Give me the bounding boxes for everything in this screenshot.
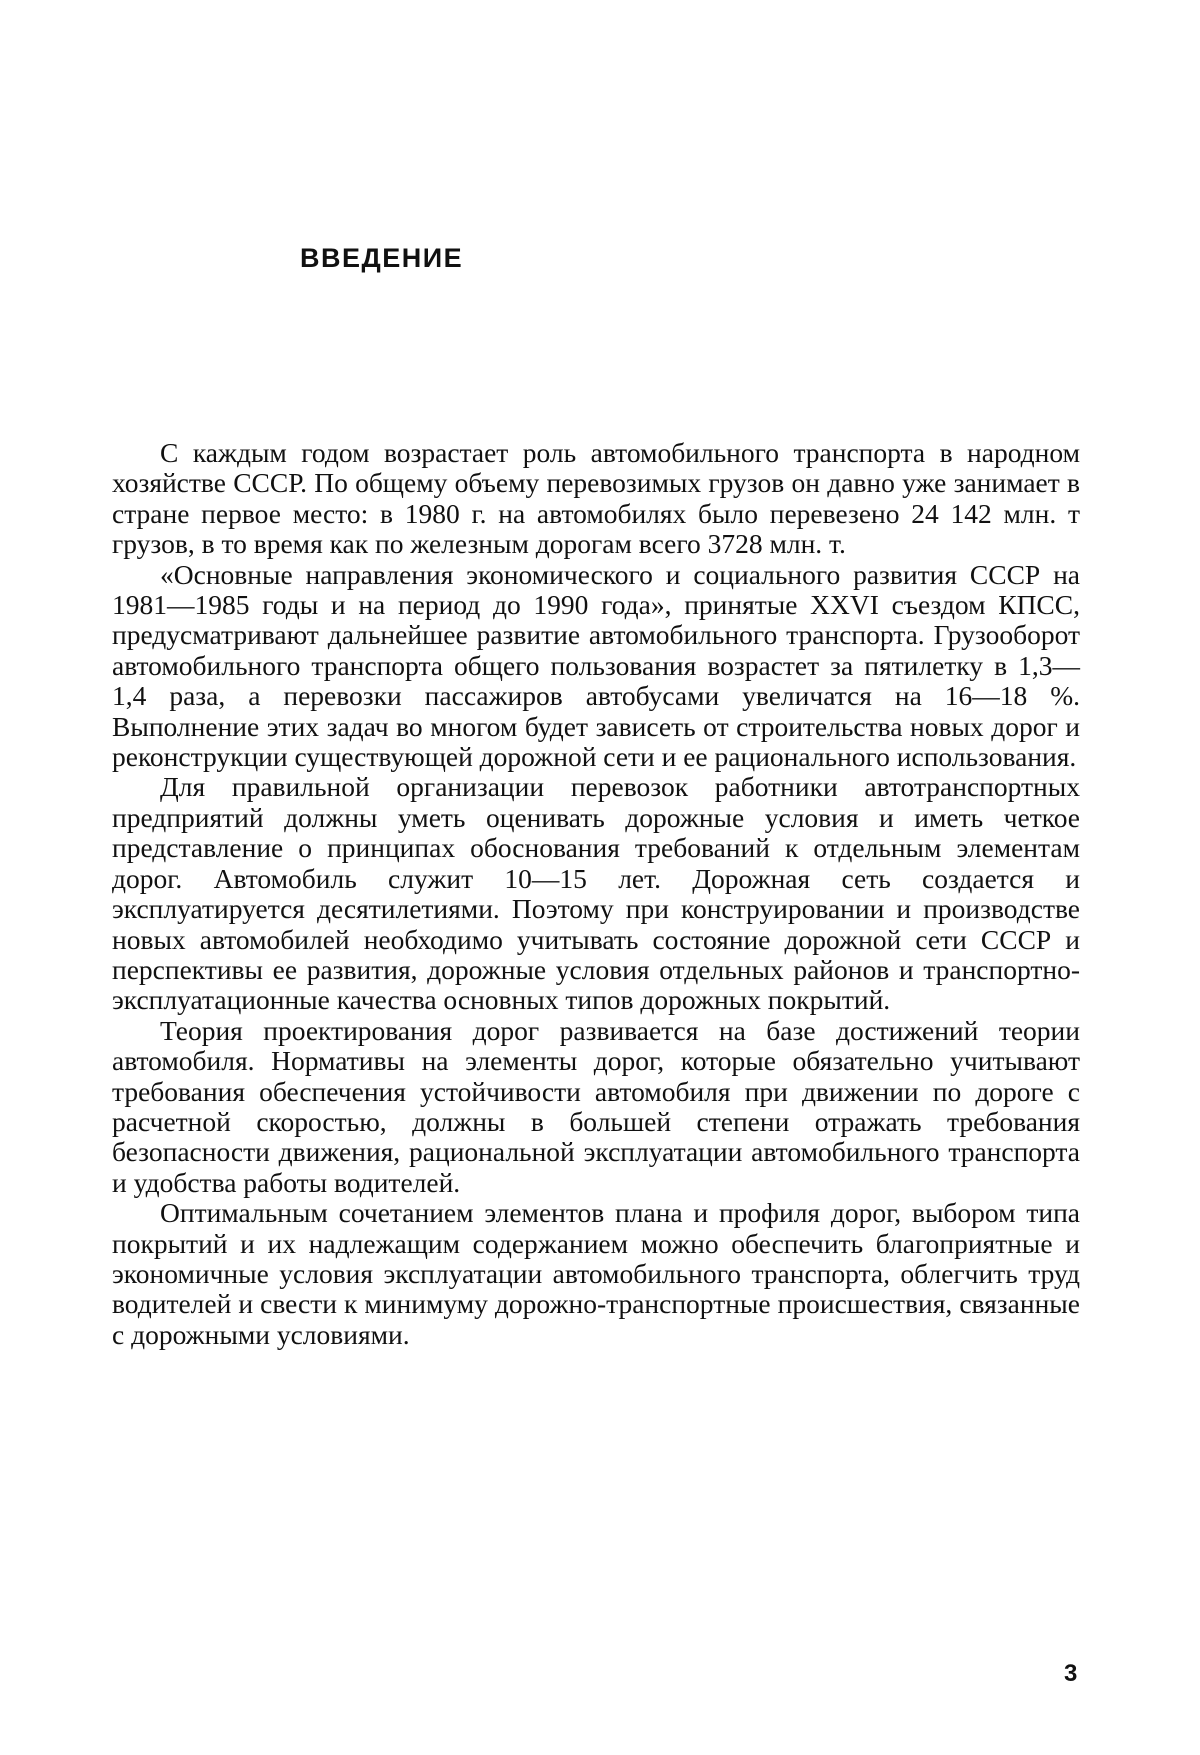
paragraph-5: Оптимальным сочетанием элементов плана и профиля дорог, выбором типа покрытий и их надлежащим содержанием можно обеспечить благоприятные и экономичные условия эксплуатации автомобильного транспорта, облегчить труд водителей и свести к минимуму дорожно-транспортные происшествия, связанные с дорожными условиями. bbox=[112, 1197, 1080, 1350]
chapter-heading: ВВЕДЕНИЕ bbox=[300, 243, 464, 273]
paragraph-4: Теория проектирования дорог развивается на базе достижений теории автомобиля. Нормативы на элементы дорог, которые обязательно учитывают требования обеспечения устойчивости автомобиля при движении по дороге с расчетной скоростью, должны в большей степени отражать требования безопасности движения, рациональной эксплуатации автомобильного транспорта и удобства работы водителей. bbox=[112, 1014, 1080, 1198]
paragraph-2: «Основные направления экономического и социального развития СССР на 1981—1985 годы и на период до 1990 года», принятые XXVI съездом КПСС, предусматривают дальнейшее развитие автомобильного транспорта. Грузооборот автомобильного транспорта общего пользования возрастет за пятилетку в 1,3—1,4 раза, а перевозки пассажиров автобусами увеличатся на 16—18 %. Выполнение этих задач во многом будет зависеть от строительства новых дорог и реконструкции существующей дорожной сети и ее рационального использования. bbox=[112, 558, 1080, 773]
page-number: 3 bbox=[1064, 1660, 1078, 1687]
paragraph-3: Для правильной организации перевозок работники автотранспортных предприятий должны уметь оценивать дорожные условия и иметь четкое представление о принципах обоснования требований к отдельным элементам дорог. Автомобиль служит 10—15 лет. Дорожная сеть создается и эксплуатируется десятилетиями. Поэтому при конструировании и производстве новых автомобилей необходимо учитывать состояние дорожной сети СССР и перспективы ее развития, дорожные условия отдельных районов и транспортно-эксплуатационные качества основных типов дорожных покрытий. bbox=[112, 771, 1080, 1016]
body-text bbox=[112, 438, 1080, 1350]
paragraph-1: С каждым годом возрастает роль автомобильного транспорта в народном хозяйстве СССР. По общему объему перевозимых грузов он давно уже занимает в стране первое место: в 1980 г. на автомобилях было перевезено 24 142 млн. т грузов, в то время как по железным дорогам всего 3728 млн. т. bbox=[112, 437, 1080, 560]
